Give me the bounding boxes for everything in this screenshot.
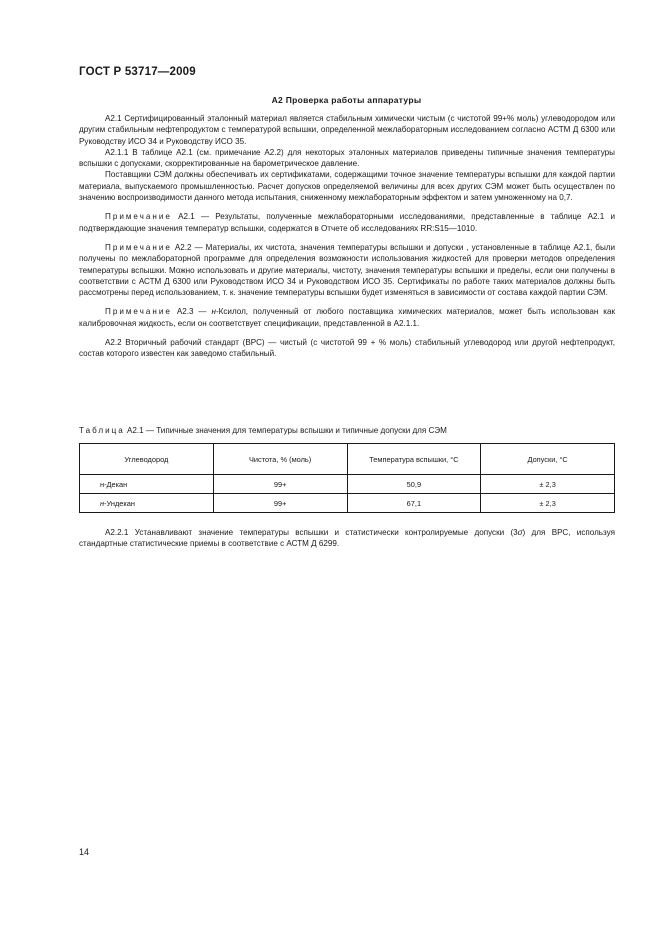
paragraph-a2-2-1-end: ) для ВРС, используя стандартные статистические приемы в соответствие с АСТМ Д 6299. <box>79 528 615 549</box>
note-label: Примечание <box>105 242 172 252</box>
body-text <box>79 113 615 360</box>
table-row <box>80 475 615 494</box>
table-header-row <box>80 444 615 475</box>
cell-hydrocarbon-italic: н <box>100 498 105 508</box>
cell-purity: 99+ <box>213 475 347 494</box>
cell-flash-point: 67,1 <box>347 494 481 513</box>
note-a2-3 <box>79 306 615 329</box>
paragraph-a2-2: А2.2 Вторичный рабочий стандарт (ВРС) — чистый (с чистотой 99 + % моль) стабильный углеводород или другой нефтепродукт, состав которого известен как заведомо стабильный. <box>79 338 615 359</box>
cell-flash-point: 50,9 <box>347 475 481 494</box>
paragraph-a2-2-1 <box>79 527 615 550</box>
note-a2-2 <box>79 242 615 298</box>
note-a2-3-prefix: А2.3 — <box>176 307 212 317</box>
cell-tolerance: ± 2,3 <box>481 475 615 494</box>
cell-tolerance: ± 2,3 <box>481 494 615 513</box>
table-caption-text: А2.1 — Типичные значения для температуры вспышки и типичные допуски для СЭМ <box>124 426 447 435</box>
header-flash-point: Температура вспышки, °С <box>347 444 481 475</box>
section-title: А2 Проверка работы аппаратуры <box>271 95 422 105</box>
note-a2-3-text: -Ксилол, полученный от любого поставщика химических материалов, может быть использован как калибровочная жидкость, если он соответствует спецификации, представленной в А2.1.1. <box>79 307 616 328</box>
header-tolerance: Допуски, °С <box>481 444 615 475</box>
cell-hydrocarbon-rest: -Ундекан <box>104 498 135 508</box>
document-header: ГОСТ Р 53717—2009 <box>79 66 196 78</box>
table-caption <box>79 426 615 435</box>
paragraph-suppliers: Поставщики СЭМ должны обеспечивать их сертификатами, содержащими точное значение температуры вспышки для каждой партии материала, выпускаемого промышленностью. Расчет допусков определяемой величины для всех других СЭМ может быть осуществлен по значению воспроизводимости данного метода испытания, сниженному межлабораторным эффектом и затем умноженному на 0,7. <box>79 170 615 203</box>
note-label: Примечание <box>105 307 172 317</box>
note-a2-2-text: А2.2 — Материалы, их чистота, значения температуры вспышки и допуски , установленные в таблице А2.1, были получены по межлабораторной программе для определения возможности использования жидкостей для проверки методов определения температуры вспышки. Можно использовать и другие материалы, чистоту, значения температуры вспышки и пределы, если они получены в соответствии с АСТМ Д 6300 или Руководством ИСО 34 и Руководством ИСО 35. Сертификаты по работе таких материалов должны быть рассмотрены перед использованием, т. к. значение температуры вспышки будет изменяться в зависимости от состава каждой партии СЭМ. <box>79 242 615 298</box>
table-caption-label: Таблица <box>79 426 125 435</box>
reference-materials-table <box>79 443 615 513</box>
note-a2-3-italic: н <box>211 307 216 317</box>
body-text-after-table <box>79 527 615 550</box>
cell-hydrocarbon <box>80 494 214 513</box>
cell-purity: 99+ <box>213 494 347 513</box>
note-label: Примечание <box>105 212 172 222</box>
paragraph-a2-1: А2.1 Сертифицированный эталонный материал является стабильным химически чистым (с чистотой 99+% моль) углеводородом или другим стабильным нефтепродуктом с температурой вспышки, определенной межлабораторным исследованием согласно АСТМ Д 6300 или Руководству ИСО 34 и Руководству ИСО 35. <box>79 114 615 146</box>
sigma-symbol: σ <box>517 528 523 537</box>
note-a2-1 <box>79 211 615 234</box>
cell-hydrocarbon: н-Декан <box>80 475 214 494</box>
page-number: 14 <box>79 847 90 857</box>
table-row <box>80 494 615 513</box>
note-a2-1-text: А2.1 — Результаты, полученные межлабораторными исследованиями, представленные в таблице А2.1 и подтверждающие значения температур вспышки, содержатся в Отчете об исследованиях RR:S15—1010. <box>79 212 615 233</box>
paragraph-a2-1-1: А2.1.1 В таблице А2.1 (см. примечание А2.2) для некоторых эталонных материалов приведены типичные значения температуры вспышки с допусками, скорректированные на барометрическое давление. <box>79 147 615 169</box>
header-hydrocarbon: Углеводород <box>80 444 214 475</box>
header-purity: Чистота, % (моль) <box>213 444 347 475</box>
paragraph-a2-2-1-start: А2.2.1 Устанавливают значение температуры вспышки и статистически контролируемые допуски (3 <box>105 528 518 537</box>
